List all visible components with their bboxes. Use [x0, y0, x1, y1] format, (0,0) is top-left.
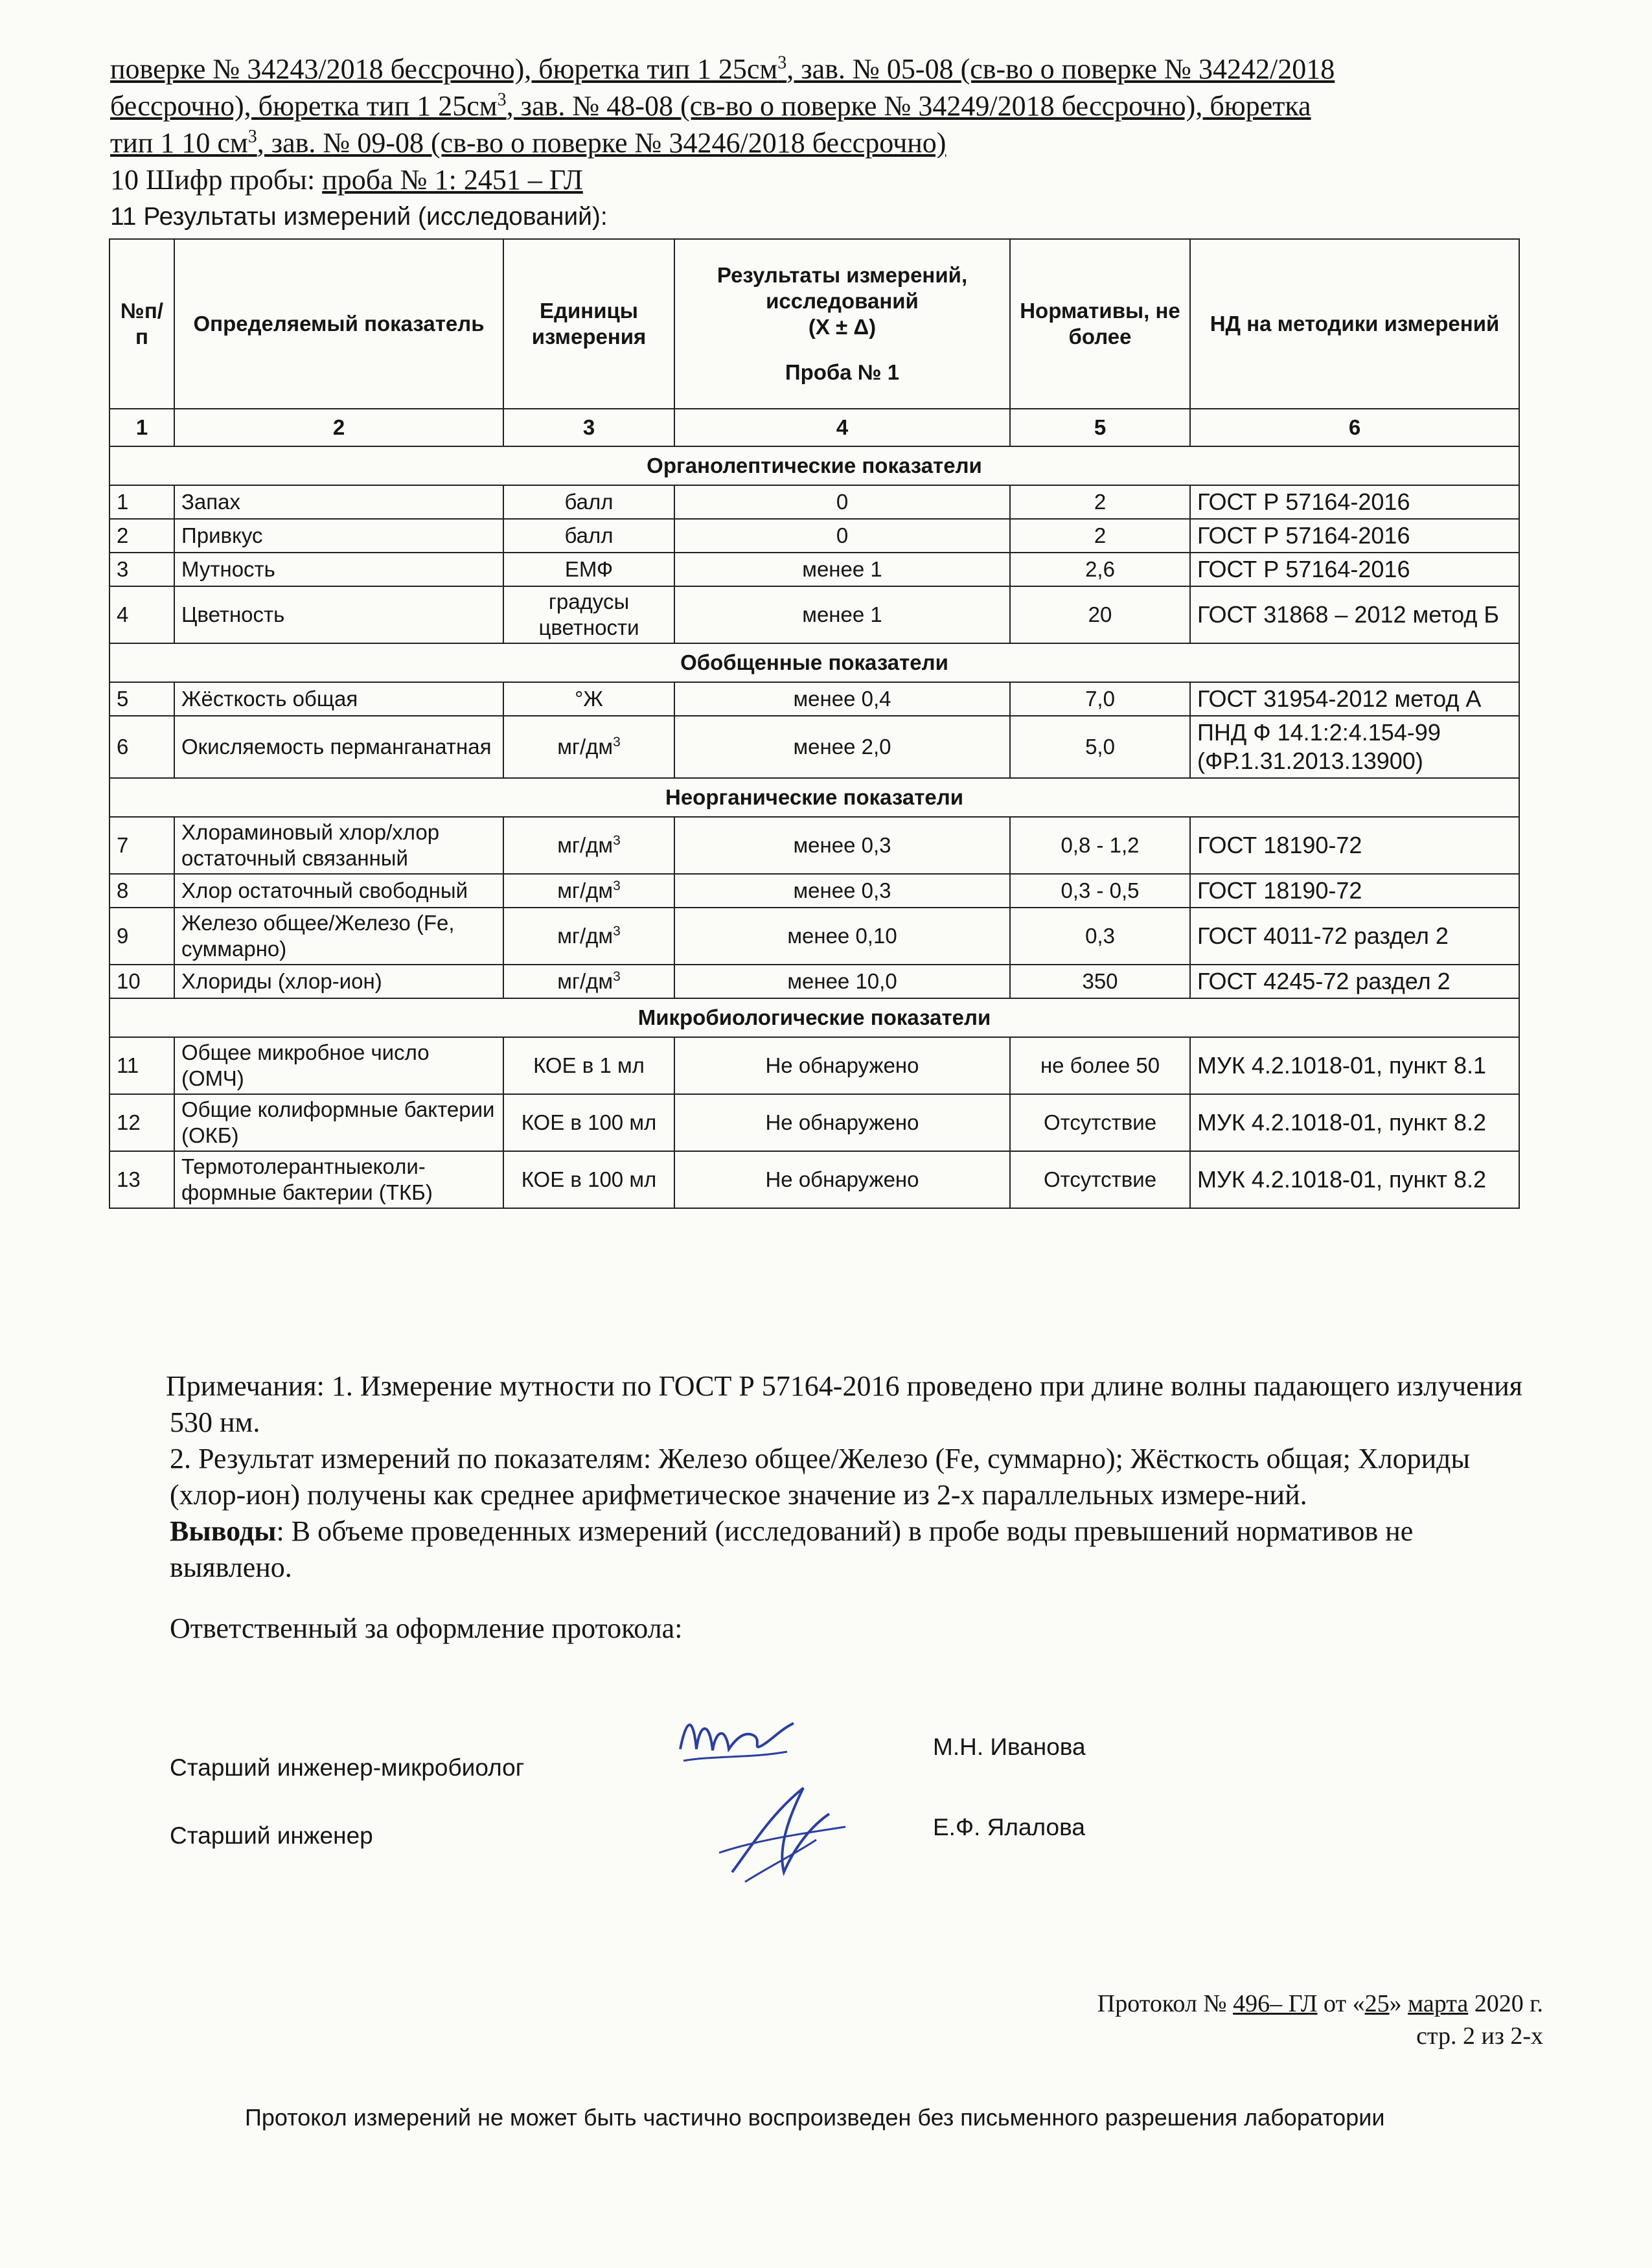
table-row — [109, 1037, 1519, 1094]
table-row — [109, 682, 1519, 716]
row-nd: ГОСТ 31954-2012 метод А — [1190, 682, 1519, 716]
row-result: Не обнаружено — [674, 1151, 1010, 1208]
signature-name-2: Е.Ф. Ялалова — [933, 1814, 1085, 1840]
header-norm: Нормативы, не более — [1010, 239, 1190, 409]
note-1: Примечания: 1. Измерение мутности по ГОСТ Р 57164-2016 проведено при длине волны падающего излучения 530 нм. — [166, 1370, 1523, 1438]
row-norm: 5,0 — [1010, 716, 1190, 778]
section-header-row — [109, 998, 1519, 1037]
row-param: Общие колиформные бактерии (ОКБ) — [174, 1094, 503, 1151]
row-param: Термотолерантныеколи-формные бактерии (ТКБ) — [174, 1151, 503, 1208]
row-param: Цветность — [174, 586, 503, 643]
col-number: 3 — [503, 409, 674, 446]
row-unit: балл — [503, 519, 674, 553]
results-label: 11 Результаты измерений (исследований): — [110, 203, 608, 231]
row-number: 9 — [109, 908, 174, 965]
row-norm: 0,3 — [1010, 908, 1190, 965]
row-param: Общее микробное число (ОМЧ) — [174, 1037, 503, 1094]
row-nd: ГОСТ 4245-72 раздел 2 — [1190, 965, 1519, 998]
row-nd: ГОСТ 18190-72 — [1190, 874, 1519, 908]
row-result: Не обнаружено — [674, 1037, 1010, 1094]
row-number: 7 — [109, 817, 174, 874]
table-row — [109, 965, 1519, 998]
row-param: Запах — [174, 485, 503, 519]
row-nd: МУК 4.2.1018-01, пункт 8.1 — [1190, 1037, 1519, 1094]
table-row — [109, 817, 1519, 874]
row-norm: 0,8 - 1,2 — [1010, 817, 1190, 874]
header-result: Результаты измерений, исследований (X ± Δ) Проба № 1 — [674, 239, 1010, 409]
notes-block — [166, 1368, 1524, 1647]
row-nd: ГОСТ 18190-72 — [1190, 817, 1519, 874]
row-nd: ГОСТ Р 57164-2016 — [1190, 485, 1519, 519]
protocol-number: Протокол № 496– ГЛ от «25» марта 2020 г. — [1097, 1990, 1543, 2017]
header-block — [110, 51, 1542, 235]
signature-role-2: Старший инженер — [170, 1822, 373, 1849]
section-header-row — [109, 446, 1519, 485]
row-param: Хлориды (хлор-ион) — [174, 965, 503, 998]
row-number: 5 — [109, 682, 174, 716]
row-param: Привкус — [174, 519, 503, 553]
section-header-row — [109, 643, 1519, 682]
table-row — [109, 874, 1519, 908]
row-number: 12 — [109, 1094, 174, 1151]
row-norm: 2 — [1010, 519, 1190, 553]
row-nd: ГОСТ Р 57164-2016 — [1190, 519, 1519, 553]
col-number: 6 — [1190, 409, 1519, 446]
row-unit: $мг/дм^3$ — [503, 817, 674, 874]
col-number: 2 — [174, 409, 503, 446]
col-number: 5 — [1010, 409, 1190, 446]
row-result: менее 0,3 — [674, 817, 1010, 874]
header-line-2: бессрочно), бюретка тип 1 $25см^3$, зав. № 48-08 (св-во о поверке № 34249/2018 бессрочно), бюретка — [110, 89, 1311, 122]
page-number: стр. 2 из 2-х — [1416, 2022, 1543, 2050]
row-result: менее 1 — [674, 553, 1010, 586]
table-row — [109, 908, 1519, 965]
section-title: Обобщенные показатели — [109, 643, 1519, 682]
row-unit: $мг/дм^3$ — [503, 908, 674, 965]
section-title: Неорганические показатели — [109, 778, 1519, 817]
table-row — [109, 519, 1519, 553]
row-param: Железо общее/Железо (Fe, суммарно) — [174, 908, 503, 965]
row-unit: ЕМФ — [503, 553, 674, 586]
row-param: Жёсткость общая — [174, 682, 503, 716]
sample-code: 10 Шифр пробы: проба № 1: 2451 – ГЛ — [110, 164, 583, 196]
results-table — [109, 238, 1520, 1209]
row-number: 10 — [109, 965, 174, 998]
col-number: 4 — [674, 409, 1010, 446]
section-header-row — [109, 778, 1519, 817]
signature-role-1: Старший инженер-микробиолог — [170, 1754, 525, 1781]
header-line-3: тип 1 10 $см^3$, зав. № 09-08 (св-во о поверке № 34246/2018 бессрочно) — [110, 126, 946, 159]
row-result: менее 0,3 — [674, 874, 1010, 908]
row-unit: $мг/дм^3$ — [503, 716, 674, 778]
header-units: Единицы измерения — [503, 239, 674, 409]
table-row — [109, 553, 1519, 586]
note-2: 2. Результат измерений по показателям: Железо общее/Железо (Fe, суммарно); Жёсткость общая; Хлориды (хлор-ион) получены как среднее арифметическое значение из 2-х параллельных измере-ний. — [170, 1443, 1471, 1511]
row-unit: КОЕ в 100 мл — [503, 1094, 674, 1151]
row-number: 11 — [109, 1037, 174, 1094]
row-nd: ГОСТ 4011-72 раздел 2 — [1190, 908, 1519, 965]
row-param: Мутность — [174, 553, 503, 586]
row-number: 13 — [109, 1151, 174, 1208]
row-number: 8 — [109, 874, 174, 908]
row-unit: КОЕ в 1 мл — [503, 1037, 674, 1094]
disclaimer: Протокол измерений не может быть частично воспроизведен без письменного разрешения лаборатории — [245, 2104, 1385, 2131]
handwritten-signature-2 — [706, 1775, 855, 1892]
header-line-1: поверке № 34243/2018 бессрочно), бюретка тип 1 $25см^3$, зав. № 05-08 (св-во о поверке № 34242/2018 — [110, 52, 1335, 85]
row-unit: градусы цветности — [503, 586, 674, 643]
row-norm: 20 — [1010, 586, 1190, 643]
row-nd: ГОСТ 31868 – 2012 метод Б — [1190, 586, 1519, 643]
row-nd: МУК 4.2.1018-01, пункт 8.2 — [1190, 1094, 1519, 1151]
row-nd: МУК 4.2.1018-01, пункт 8.2 — [1190, 1151, 1519, 1208]
table-row — [109, 1094, 1519, 1151]
row-number: 1 — [109, 485, 174, 519]
row-norm: Отсутствие — [1010, 1094, 1190, 1151]
table-row — [109, 485, 1519, 519]
row-norm: 2 — [1010, 485, 1190, 519]
responsible-label: Ответственный за оформление протокола: — [170, 1612, 683, 1644]
row-unit: балл — [503, 485, 674, 519]
row-norm: 2,6 — [1010, 553, 1190, 586]
row-unit: °Ж — [503, 682, 674, 716]
row-param: Окисляемость перманганатная — [174, 716, 503, 778]
row-norm: 350 — [1010, 965, 1190, 998]
row-unit: $мг/дм^3$ — [503, 965, 674, 998]
row-result: менее 0,4 — [674, 682, 1010, 716]
row-result: Не обнаружено — [674, 1094, 1010, 1151]
header-num: №п/п — [109, 239, 174, 409]
row-unit: $мг/дм^3$ — [503, 874, 674, 908]
table-header-row — [109, 239, 1519, 409]
row-number: 3 — [109, 553, 174, 586]
row-result: 0 — [674, 485, 1010, 519]
row-nd: ПНД Ф 14.1:2:4.154-99 (ФР.1.31.2013.13900) — [1190, 716, 1519, 778]
row-param: Хлор остаточный свободный — [174, 874, 503, 908]
protocol-reference — [1097, 1987, 1543, 2052]
row-result: менее 10,0 — [674, 965, 1010, 998]
row-norm: Отсутствие — [1010, 1151, 1190, 1208]
header-param: Определяемый показатель — [174, 239, 503, 409]
handwritten-signature-1 — [674, 1704, 803, 1775]
table-row — [109, 1151, 1519, 1208]
row-number: 6 — [109, 716, 174, 778]
row-norm: не более 50 — [1010, 1037, 1190, 1094]
row-norm: 0,3 - 0,5 — [1010, 874, 1190, 908]
row-nd: ГОСТ Р 57164-2016 — [1190, 553, 1519, 586]
row-number: 4 — [109, 586, 174, 643]
col-number: 1 — [109, 409, 174, 446]
row-unit: КОЕ в 100 мл — [503, 1151, 674, 1208]
row-param: Хлораминовый хлор/хлор остаточный связанный — [174, 817, 503, 874]
signature-name-1: М.Н. Иванова — [933, 1734, 1086, 1760]
header-nd: НД на методики измерений — [1190, 239, 1519, 409]
row-result: 0 — [674, 519, 1010, 553]
row-result: менее 0,10 — [674, 908, 1010, 965]
row-number: 2 — [109, 519, 174, 553]
row-result: менее 2,0 — [674, 716, 1010, 778]
column-numbers-row — [109, 409, 1519, 446]
conclusion: Выводы: В объеме проведенных измерений (исследований) в пробе воды превышений нормативов не выявлено. — [170, 1515, 1414, 1583]
section-title: Микробиологические показатели — [109, 998, 1519, 1037]
row-norm: 7,0 — [1010, 682, 1190, 716]
table-row — [109, 586, 1519, 643]
table-row — [109, 716, 1519, 778]
section-title: Органолептические показатели — [109, 446, 1519, 485]
row-result: менее 1 — [674, 586, 1010, 643]
